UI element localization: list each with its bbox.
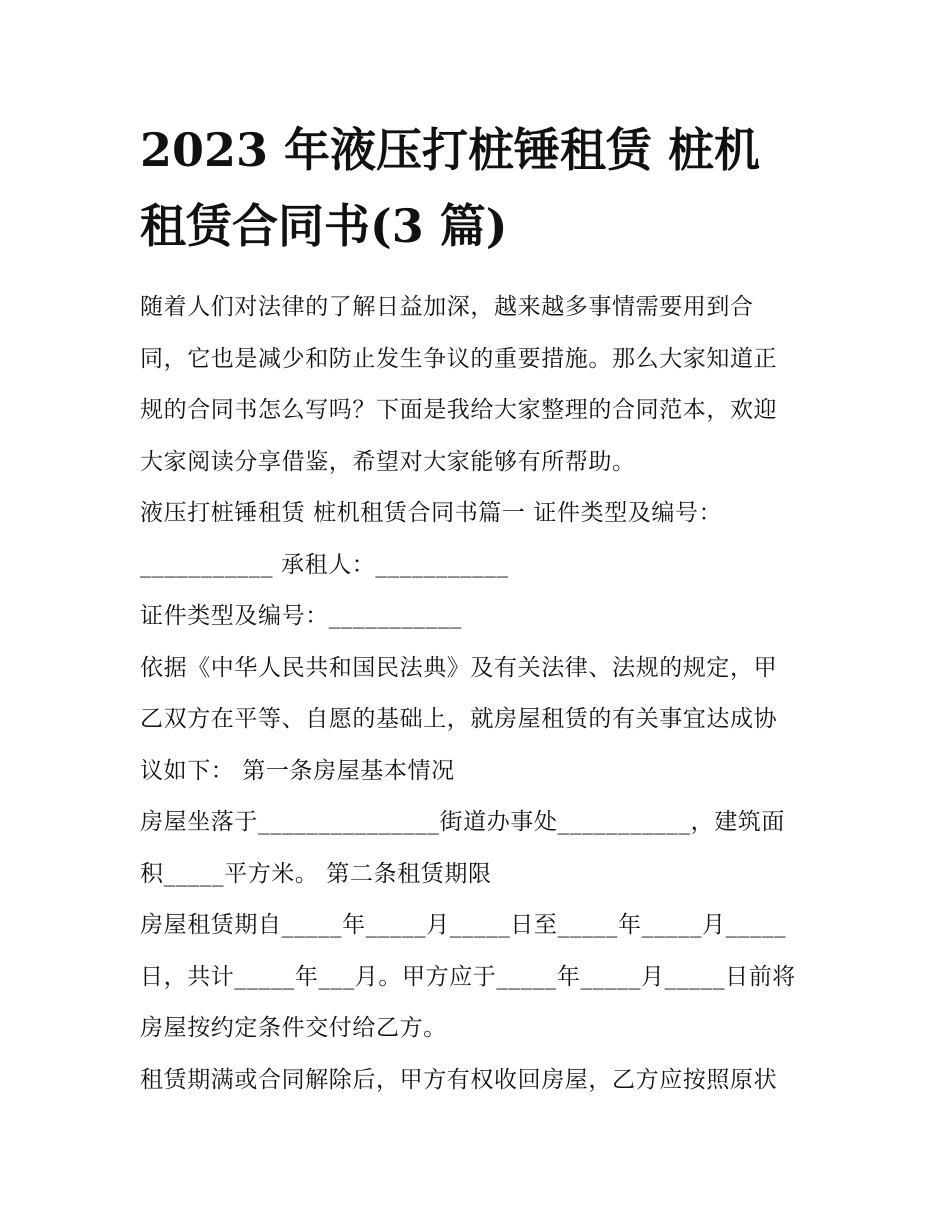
lease-period-line-3: 房屋按约定条件交付给乙方。 [140,1015,447,1041]
document-title [140,112,820,264]
clause-basis-line-1: 依据《中华人民共和国民法典》及有关法律、法规的规定，甲 [140,654,778,681]
intro-line-2: 同，它也是减少和防止发生争议的重要措施。那么大家知道正 [140,345,778,372]
intro-line-1: 随着人们对法律的了解日益加深，越来越多事情需要用到合 [140,294,754,320]
section-heading-line: 液压打桩锤租赁 桩机租赁合同书篇一 证件类型及编号： [140,500,723,526]
property-location-line: 房屋坐落于_______________街道办事处___________，建筑面 [140,809,785,835]
lease-period-line-2: 日，共计_____年___月。甲方应于_____年_____月_____日前将 [140,963,796,990]
title-line-2: 租赁合同书(3 篇) [140,199,508,253]
lessee-line: ___________ 承租人：___________ [140,551,509,578]
document-body [140,282,820,1106]
id-type-line: 证件类型及编号：___________ [140,603,462,629]
clause-basis-line-2: 乙双方在平等、自愿的基础上，就房屋租赁的有关事宜达成协 [140,706,778,732]
area-article-2-line: 积_____平方米。 第二条租赁期限 [140,860,492,887]
intro-line-4: 大家阅读分享借鉴，希望对大家能够有所帮助。 [140,448,636,475]
article-1-heading-line: 议如下： 第一条房屋基本情况 [140,757,455,784]
lease-end-line: 租赁期满或合同解除后，甲方有权收回房屋，乙方应按照原状 [140,1066,778,1093]
lease-period-line-1: 房屋租赁期自_____年_____月_____日至_____年_____月_____ [140,912,787,938]
title-line-1: 2023 年液压打桩锤租赁 桩机 [140,123,761,177]
intro-line-3: 规的合同书怎么写吗？下面是我给大家整理的合同范本，欢迎 [140,397,778,423]
